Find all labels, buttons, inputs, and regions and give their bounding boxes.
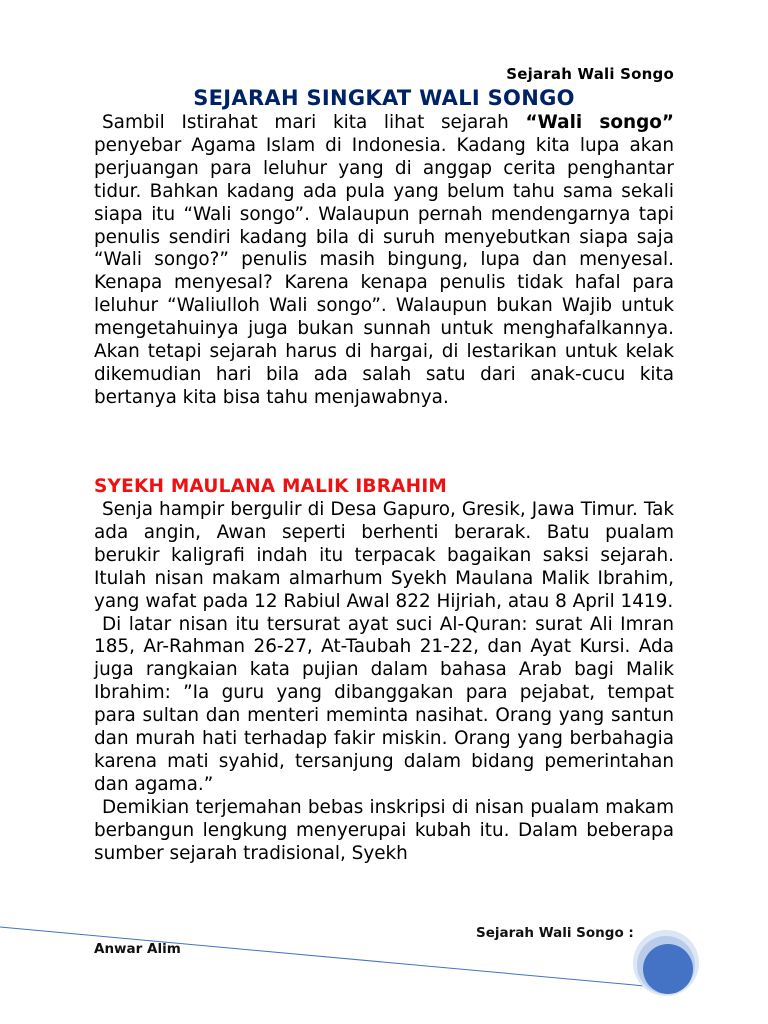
footer-author: Anwar Alim xyxy=(94,941,181,957)
intro-rest: penyebar Agama Islam di Indonesia. Kadang kita lupa akan perjuangan para leluhur yang di anggap cerita penghantar tidur. Bahkan kadang ada pula yang belum tahu sama sekali siapa itu “Wali songo”. Walaupun pernah mendengarnya tapi penulis sendiri kadang bila di suruh menyebutkan siapa saja “Wali songo?” penulis masih bingung, lupa dan menyesal. Kenapa menyesal? Karena kenapa penulis tidak hafal para leluhur “Waliulloh Wali songo”. Walaupun bukan Wajib untuk mengetahuinya juga bukan sunnah untuk menghafalkannya. Akan tetapi sejarah harus di hargai, di lestarikan untuk kelak dikemudian hari bila ada salah satu dari anak-cucu kita bertanya kita bisa tahu menjawabnya. xyxy=(94,134,674,408)
intro-paragraph xyxy=(94,112,674,410)
body-paragraph: Demikian terjemahan bebas inskripsi di nisan pualam makam berbangun lengkung menyerupai kubah itu. Dalam beberapa sumber sejarah tradisional, Syekh xyxy=(94,796,674,864)
body-paragraph: Senja hampir bergulir di Desa Gapuro, Gresik, Jawa Timur. Tak ada angin, Awan seperti berhenti berarak. Batu pualam berukir kaligrafi indah itu terpacak bagaikan saksi sejarah. Itulah nisan makam almarhum Syekh Maulana Malik Ibrahim, yang wafat pada 12 Rabiul Awal 822 Hijriah, atau 8 April 1419. xyxy=(94,499,674,612)
footer-circle-inner xyxy=(643,944,693,994)
intro-section xyxy=(94,112,674,410)
footer-decoration xyxy=(0,915,768,1024)
intro-lead: Sambil Istirahat mari kita lihat sejarah xyxy=(102,112,526,133)
section-malik-ibrahim-body xyxy=(94,499,674,866)
running-header: Sejarah Wali Songo xyxy=(506,65,674,83)
footer-title: Sejarah Wali Songo : xyxy=(476,925,634,941)
intro-emphasis: “Wali songo” xyxy=(525,112,674,133)
document-title: SEJARAH SINGKAT WALI SONGO xyxy=(193,86,575,110)
section-heading-malik-ibrahim: SYEKH MAULANA MALIK IBRAHIM xyxy=(94,476,448,497)
body-paragraph: Di latar nisan itu tersurat ayat suci Al-Quran: surat Ali Imran 185, Ar-Rahman 26-27, At-Taubah 21-22, dan Ayat Kursi. Ada juga rangkaian kata pujian dalam bahasa Arab bagi Malik Ibrahim: ”Ia guru yang dibanggakan para pejabat, tempat para sultan dan menteri meminta nasihat. Orang yang santun dan murah hati terhadap fakir miskin. Orang yang berbahagia karena mati syahid, tersanjung dalam bidang pemerintahan dan agama.” xyxy=(94,613,674,795)
